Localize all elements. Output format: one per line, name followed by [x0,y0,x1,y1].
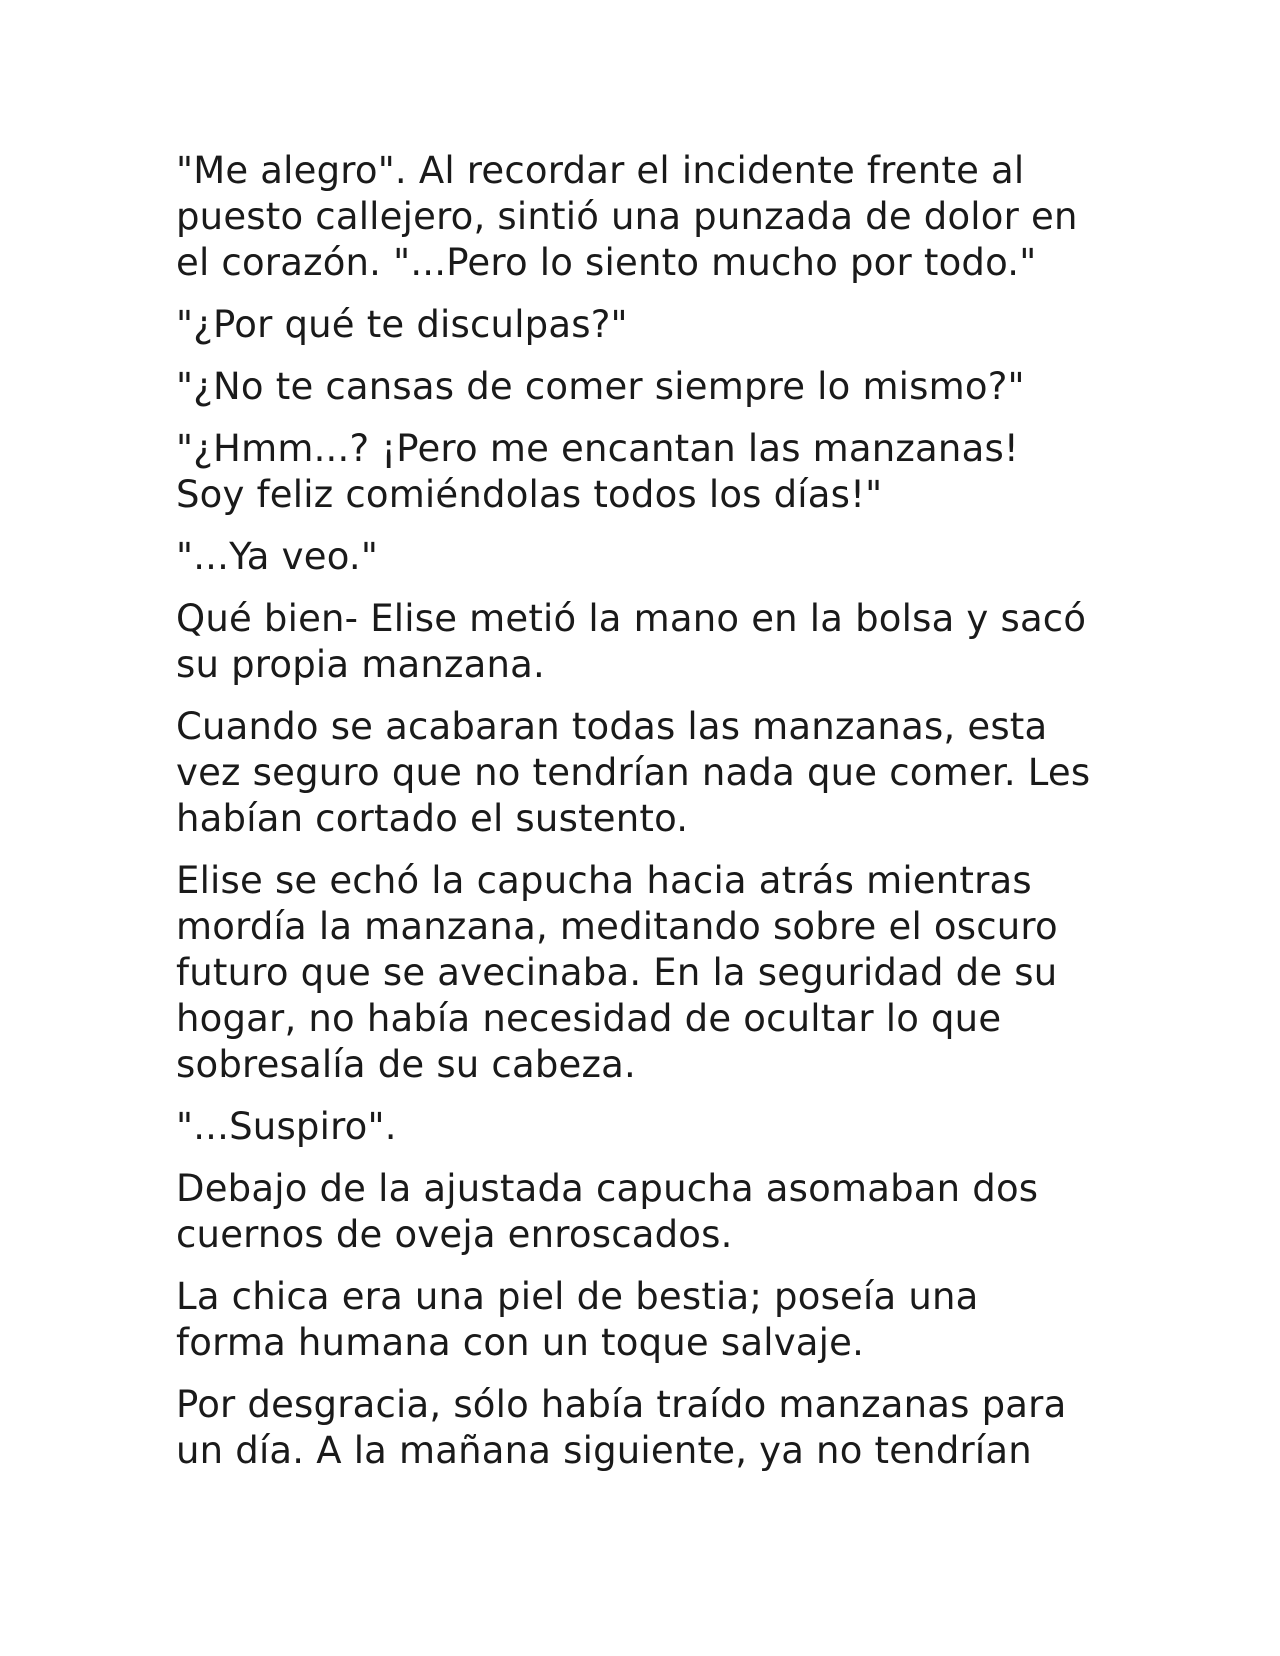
paragraph-9: "...Suspiro". [176,1105,397,1148]
paragraph-8: Elise se echó la capucha hacia atrás mientras mordía la manzana, meditando sobre el oscuro futuro que se avecinaba. En la seguridad de su hogar, no había necesidad de ocultar lo que sobresalía de su cabeza. [176,859,1058,1086]
paragraph-5: "...Ya veo." [176,535,379,578]
paragraph-4: "¿Hmm...? ¡Pero me encantan las manzanas! Soy feliz comiéndolas todos los días!" [176,427,1019,516]
document-page [176,148,1116,1490]
paragraph-11: La chica era una piel de bestia; poseía una forma humana con un toque salvaje. [176,1275,979,1364]
paragraph-1: "Me alegro". Al recordar el incidente frente al puesto callejero, sintió una punzada de dolor en el corazón. "...Pero lo siento mucho por todo." [176,149,1078,284]
paragraph-12: Por desgracia, sólo había traído manzanas para un día. A la mañana siguiente, ya no tendrían [176,1383,1067,1472]
paragraph-6: Qué bien- Elise metió la mano en la bolsa y sacó su propia manzana. [176,597,1087,686]
paragraph-10: Debajo de la ajustada capucha asomaban dos cuernos de oveja enroscados. [176,1167,1039,1256]
paragraph-2: "¿Por qué te disculpas?" [176,303,628,346]
paragraph-7: Cuando se acabaran todas las manzanas, esta vez seguro que no tendrían nada que comer. Les habían cortado el sustento. [176,705,1091,840]
paragraph-3: "¿No te cansas de comer siempre lo mismo?" [176,365,1025,408]
